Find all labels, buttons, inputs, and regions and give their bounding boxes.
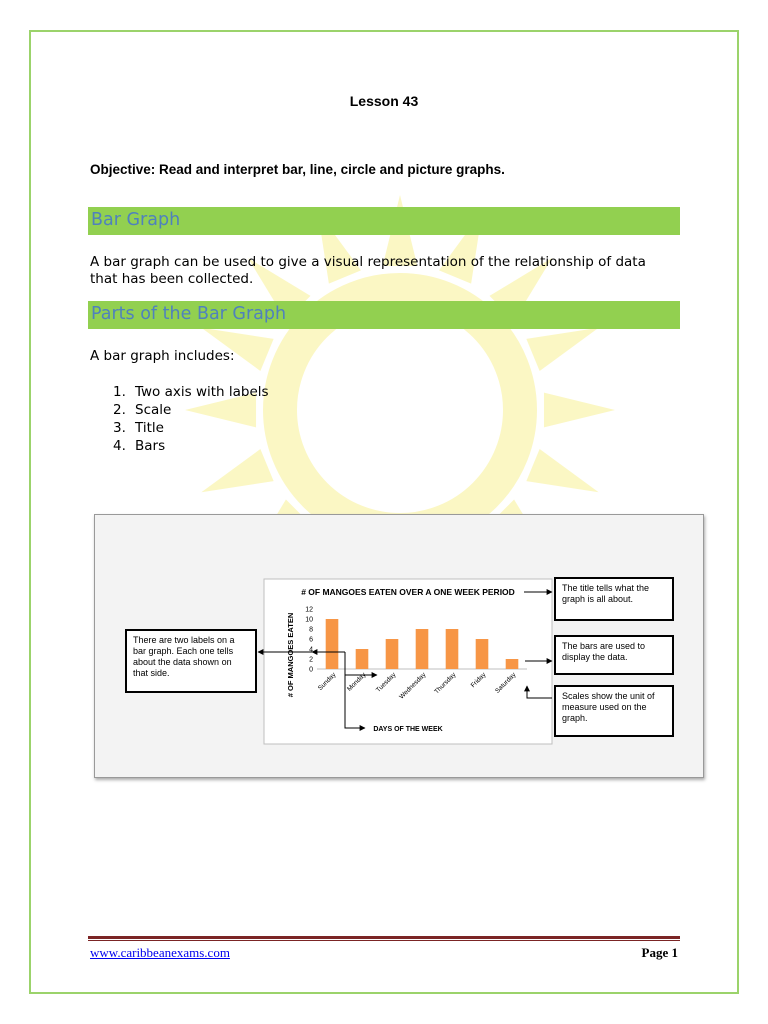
description-line-1: A bar graph can be used to give a visual representation of the relationship of data	[90, 254, 646, 270]
x-tick-label: Sunday	[316, 671, 338, 693]
chart-y-axis-label: # OF MANGOES EATEN	[286, 612, 295, 698]
x-tick-label: Monday	[346, 671, 368, 693]
y-tick-label: 8	[309, 626, 313, 634]
callout-bars: The bars are used to display the data.	[554, 635, 674, 675]
bar-friday	[476, 639, 489, 669]
parts-list	[113, 383, 269, 455]
footer-website-link[interactable]: www.caribbeanexams.com	[90, 945, 230, 960]
bar-saturday	[506, 659, 519, 669]
chart-title: # OF MANGOES EATEN OVER A ONE WEEK PERIOD	[301, 587, 515, 597]
y-tick-label: 10	[305, 616, 313, 624]
x-tick-label: Saturday	[494, 671, 518, 695]
x-tick-label: Tuesday	[374, 671, 398, 694]
sun-ray	[544, 393, 615, 428]
footer-rule	[88, 936, 680, 939]
x-tick-label: Thursday	[433, 671, 458, 696]
footer-rule-thin	[88, 940, 680, 941]
bar-graph-description	[90, 254, 646, 288]
objective-text: Objective: Read and interpret bar, line, circle and picture graphs.	[90, 162, 505, 177]
y-tick-label: 4	[309, 646, 313, 654]
callout-title: The title tells what the graph is all about.	[554, 577, 674, 621]
bar-wednesday	[416, 629, 429, 669]
heading-parts-of-bar-graph: Parts of the Bar Graph	[88, 301, 680, 329]
callout-scale: Scales show the unit of measure used on the graph.	[554, 685, 674, 737]
sun-ray	[201, 449, 273, 492]
list-item: 1. Two axis with labels	[113, 384, 269, 400]
lesson-title: Lesson 43	[349, 93, 419, 109]
list-item: 2. Scale	[113, 402, 172, 418]
page-number: Page 1	[641, 945, 678, 960]
list-item: 3. Title	[113, 420, 164, 436]
y-tick-label: 2	[309, 656, 313, 664]
includes-intro: A bar graph includes:	[90, 348, 235, 364]
x-tick-label: Friday	[469, 671, 488, 690]
description-line-2: that has been collected.	[90, 271, 254, 287]
sun-ray	[526, 449, 598, 492]
x-tick-label: Wednesday	[398, 671, 428, 701]
list-item: 4. Bars	[113, 438, 166, 454]
bar-monday	[356, 649, 369, 669]
sun-ray	[526, 328, 598, 371]
bar-tuesday	[386, 639, 399, 669]
bar-sunday	[326, 619, 339, 669]
bar-graph-figure	[94, 514, 704, 778]
y-tick-label: 0	[309, 666, 313, 674]
chart-x-axis-label: DAYS OF THE WEEK	[373, 726, 443, 733]
callout-axis-labels: There are two labels on a bar graph. Each one tells about the data shown on that side.	[125, 629, 257, 693]
bar-thursday	[446, 629, 459, 669]
y-tick-label: 12	[305, 606, 313, 614]
y-tick-label: 6	[309, 636, 313, 644]
heading-bar-graph: Bar Graph	[88, 207, 680, 235]
